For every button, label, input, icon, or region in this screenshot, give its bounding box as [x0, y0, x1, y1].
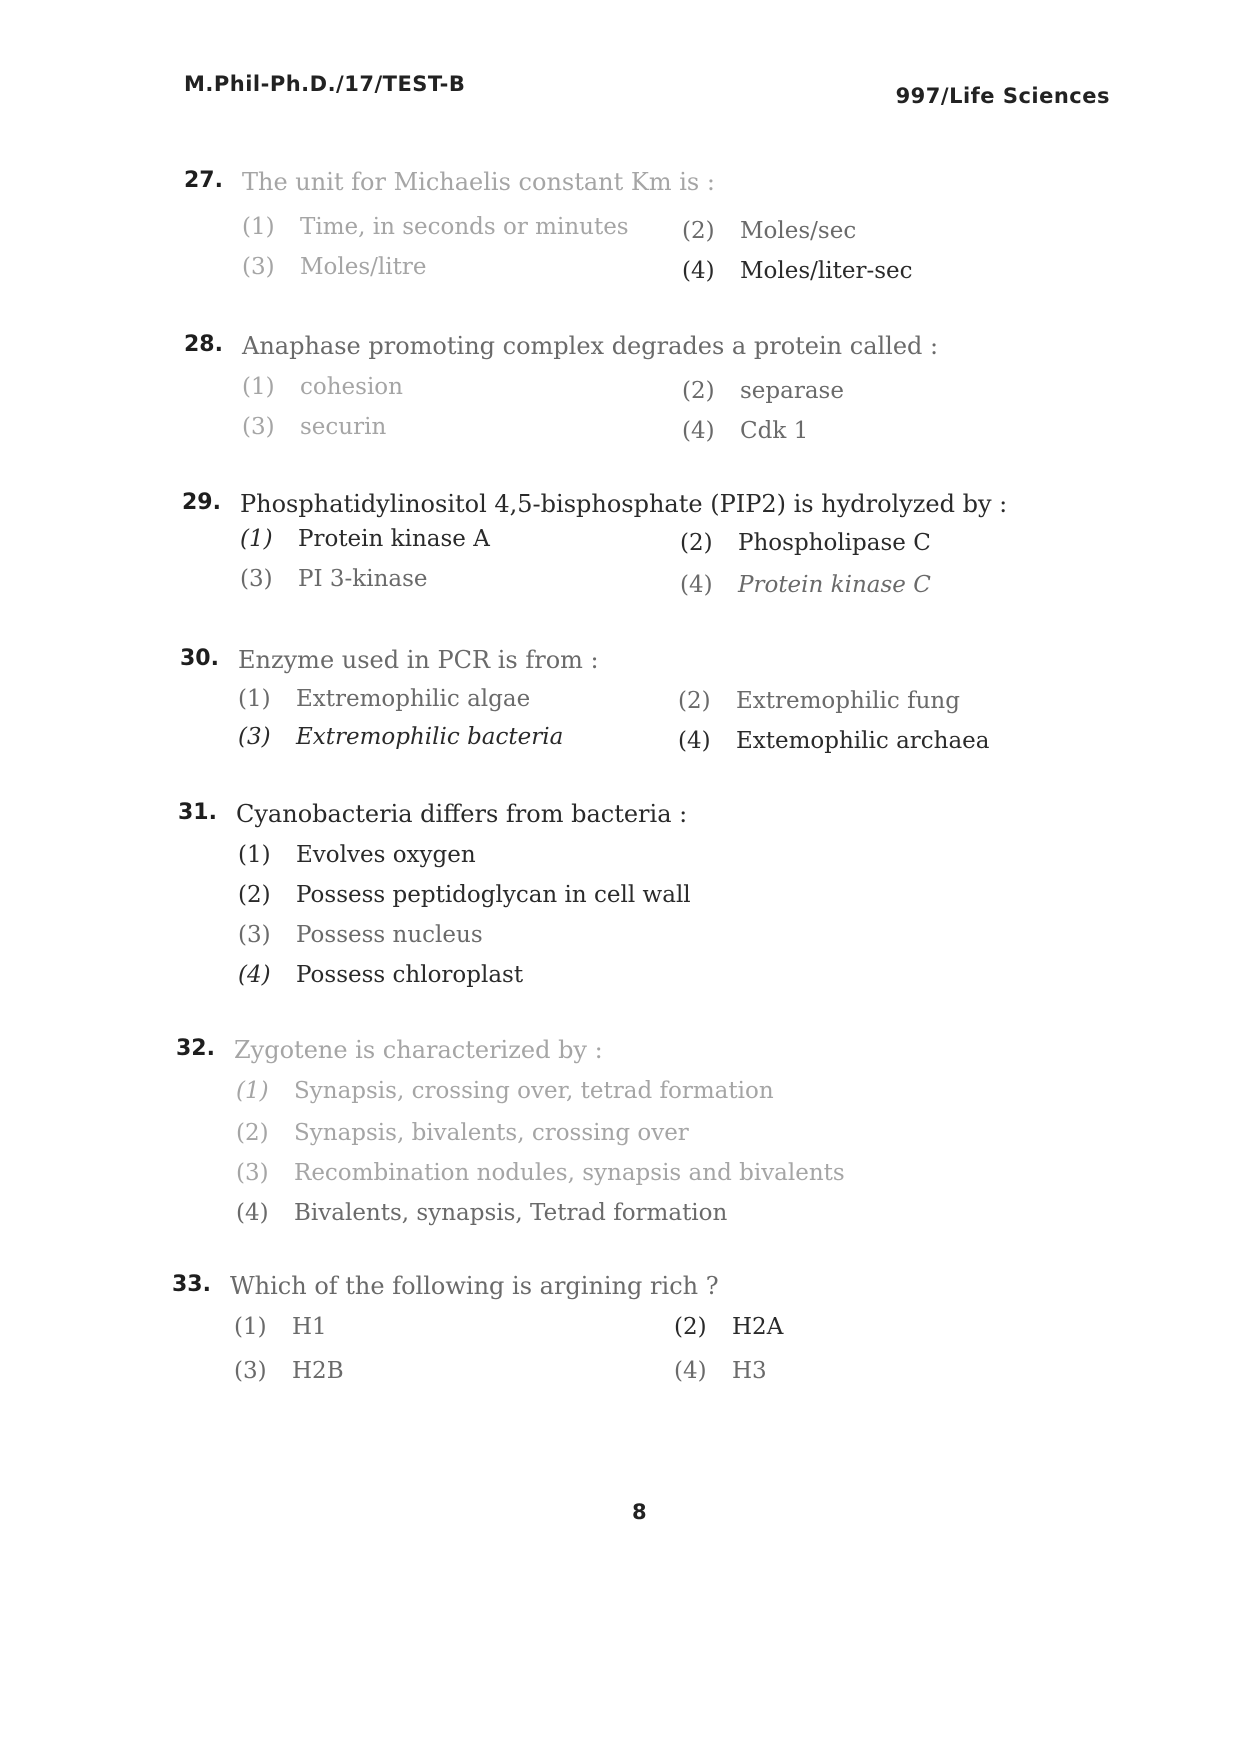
question-text: Enzyme used in PCR is from : — [238, 646, 599, 674]
option-30-3[interactable] — [238, 724, 563, 750]
option-29-4[interactable] — [680, 572, 931, 598]
question-text: Anaphase promoting complex degrades a protein called : — [242, 332, 939, 360]
option-33-4[interactable] — [674, 1358, 767, 1384]
option-33-3[interactable] — [234, 1358, 344, 1384]
option-number: (2) — [236, 1120, 269, 1146]
question-text: Cyanobacteria differs from bacteria : — [236, 800, 688, 828]
option-29-3[interactable] — [240, 566, 428, 592]
option-text: H3 — [732, 1358, 767, 1384]
question-number: 33. — [172, 1272, 211, 1297]
question-number: 32. — [176, 1036, 215, 1061]
option-text: Synapsis, bivalents, crossing over — [294, 1120, 689, 1146]
option-30-4[interactable] — [678, 728, 990, 754]
option-31-2[interactable] — [238, 882, 691, 908]
option-28-4[interactable] — [682, 418, 808, 444]
option-32-3[interactable] — [236, 1160, 845, 1186]
option-text: Time, in seconds or minutes — [300, 214, 629, 240]
option-31-3[interactable] — [238, 922, 483, 948]
option-number: (1) — [242, 374, 275, 400]
option-number: (3) — [242, 254, 275, 280]
option-number: (4) — [682, 258, 715, 284]
question-text: Zygotene is characterized by : — [234, 1036, 603, 1064]
option-text: Moles/sec — [740, 218, 857, 244]
question-number: 29. — [182, 490, 221, 515]
option-number: (4) — [236, 1200, 269, 1226]
option-number: (4) — [674, 1358, 707, 1384]
option-text: PI 3-kinase — [298, 566, 428, 592]
option-32-4[interactable] — [236, 1200, 727, 1226]
question-text: Which of the following is argining rich ? — [230, 1272, 719, 1300]
option-text: Recombination nodules, synapsis and bivalents — [294, 1160, 845, 1186]
option-30-1[interactable] — [238, 686, 530, 712]
option-text: Bivalents, synapsis, Tetrad formation — [294, 1200, 728, 1226]
option-29-2[interactable] — [680, 530, 931, 556]
option-number: (1) — [238, 686, 271, 712]
option-30-2[interactable] — [678, 688, 960, 714]
question-number: 27. — [184, 168, 223, 193]
option-27-4[interactable] — [682, 258, 913, 284]
option-number: (2) — [238, 882, 271, 908]
option-33-1[interactable] — [234, 1314, 327, 1340]
question-number: 30. — [180, 646, 219, 671]
option-33-2[interactable] — [674, 1314, 783, 1340]
option-text: Extremophilic fung — [736, 688, 960, 714]
option-text: Protein kinase C — [738, 572, 931, 598]
option-number: (2) — [674, 1314, 707, 1340]
option-text: securin — [300, 414, 387, 440]
option-29-1[interactable] — [240, 526, 490, 552]
option-text: Possess peptidoglycan in cell wall — [296, 882, 691, 908]
option-text: Extremophilic bacteria — [296, 724, 564, 750]
option-number: (3) — [242, 414, 275, 440]
option-text: separase — [740, 378, 844, 404]
option-number: (4) — [682, 418, 715, 444]
option-text: Possess nucleus — [296, 922, 483, 948]
option-text: Possess chloroplast — [296, 962, 524, 988]
option-text: Protein kinase A — [298, 526, 490, 552]
option-number: (4) — [680, 572, 713, 598]
option-text: Moles/litre — [300, 254, 427, 280]
option-32-2[interactable] — [236, 1120, 689, 1146]
option-text: Evolves oxygen — [296, 842, 476, 868]
question-number: 28. — [184, 332, 223, 357]
option-text: Synapsis, crossing over, tetrad formation — [294, 1078, 774, 1104]
option-number: (4) — [678, 728, 711, 754]
option-27-3[interactable] — [242, 254, 426, 280]
option-text: Extremophilic algae — [296, 686, 531, 712]
option-number: (2) — [682, 378, 715, 404]
option-text: H2B — [292, 1358, 344, 1384]
option-number: (3) — [238, 922, 271, 948]
option-text: Moles/liter-sec — [740, 258, 913, 284]
option-31-1[interactable] — [238, 842, 476, 868]
option-text: Extemophilic archaea — [736, 728, 990, 754]
option-text: Phospholipase C — [738, 530, 931, 556]
option-number: (2) — [682, 218, 715, 244]
option-27-2[interactable] — [682, 218, 856, 244]
option-number: (2) — [678, 688, 711, 714]
option-number: (3) — [240, 566, 273, 592]
question-text: The unit for Michaelis constant Km is : — [242, 168, 715, 196]
option-number: (4) — [238, 962, 271, 988]
header-subject: 997/Life Sciences — [895, 84, 1110, 108]
option-text: Cdk 1 — [740, 418, 809, 444]
option-31-4[interactable] — [238, 962, 523, 988]
option-number: (1) — [240, 526, 273, 552]
option-number: (1) — [234, 1314, 267, 1340]
option-text: cohesion — [300, 374, 403, 400]
option-number: (3) — [236, 1160, 269, 1186]
option-number: (3) — [234, 1358, 267, 1384]
question-number: 31. — [178, 800, 217, 825]
option-28-1[interactable] — [242, 374, 403, 400]
option-number: (3) — [238, 724, 271, 750]
option-28-2[interactable] — [682, 378, 844, 404]
option-number: (1) — [236, 1078, 269, 1104]
option-text: H1 — [292, 1314, 327, 1340]
option-27-1[interactable] — [242, 214, 629, 240]
option-number: (1) — [238, 842, 271, 868]
option-number: (2) — [680, 530, 713, 556]
option-28-3[interactable] — [242, 414, 386, 440]
header-paper-code: M.Phil-Ph.D./17/TEST-B — [184, 72, 466, 96]
question-text: Phosphatidylinositol 4,5-bisphosphate (PIP2) is hydrolyzed by : — [240, 490, 1008, 518]
option-number: (1) — [242, 214, 275, 240]
option-32-1[interactable] — [236, 1078, 774, 1104]
page-number: 8 — [632, 1500, 647, 1524]
option-text: H2A — [732, 1314, 784, 1340]
